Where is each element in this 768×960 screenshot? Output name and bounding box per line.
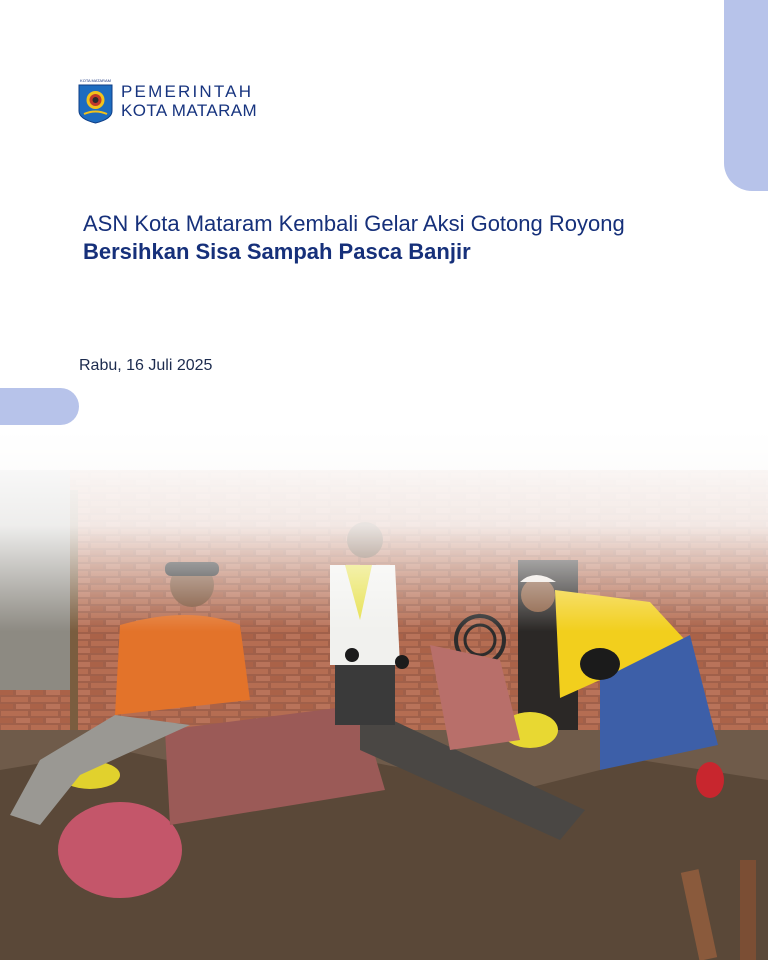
headline-line1: ASN Kota Mataram Kembali Gelar Aksi Gotong Royong [83,211,625,236]
article-headline [83,210,723,266]
decorative-side-tab [0,388,79,425]
article-photo [0,430,768,960]
seal-caption: KOTA MATARAM [80,78,111,83]
org-name [121,82,257,120]
decorative-corner-tab [724,0,768,191]
city-seal-icon [78,78,113,124]
org-name-line1: PEMERINTAH [121,81,254,101]
org-logo [78,78,257,124]
org-name-line2: KOTA MATARAM [121,101,258,120]
headline-line2: Bersihkan Sisa Sampah Pasca Banjir [83,239,471,264]
publish-date: Rabu, 16 Juli 2025 [79,357,213,374]
